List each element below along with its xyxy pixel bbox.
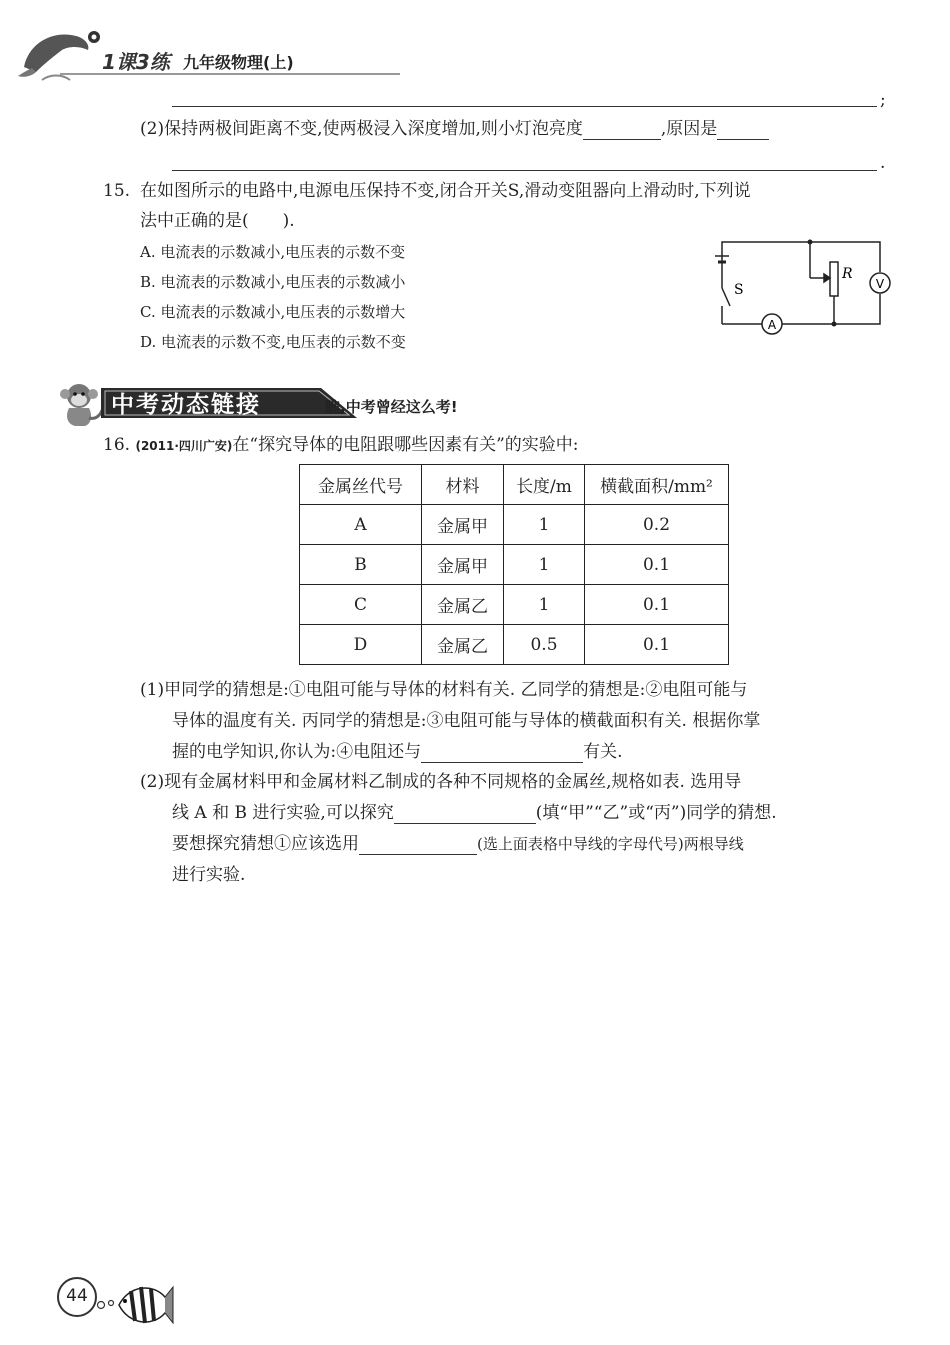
q16-wires-blank[interactable]: [359, 836, 477, 855]
circuit-top-wire: [722, 242, 880, 282]
junction-bottom: [832, 322, 837, 327]
q15-option-c: C. 电流表的示数减小,电压表的示数增大: [140, 303, 406, 321]
q14-part2: [140, 118, 769, 140]
q14-period: .: [880, 153, 886, 173]
q15-circuit-diagram: [712, 232, 896, 336]
q16-source: (2011·四川广安): [135, 439, 233, 453]
q14-brightness-blank[interactable]: [583, 121, 661, 140]
q16-p2-line1: (2)现有金属材料甲和金属材料乙制成的各种不同规格的金属丝,规格如表. 选用导: [140, 772, 742, 792]
q15-option-a: A. 电流表的示数减小,电压表的示数不变: [140, 243, 406, 261]
q14-reason-blank[interactable]: [717, 121, 769, 140]
table-header-cell: 材料: [422, 465, 504, 505]
junction-top: [808, 240, 813, 245]
table-row: [300, 545, 729, 585]
table-cell: 1: [504, 545, 585, 585]
table-cell: 金属乙: [422, 625, 504, 665]
slider-arrow: [824, 274, 830, 282]
q14-part2-text: (2)保持两极间距离不变,使两极浸入深度增加,则小灯泡亮度: [140, 119, 583, 139]
q15-line2: 法中正确的是( ).: [140, 211, 295, 231]
fish-decoration-icon: [95, 1277, 175, 1333]
table-cell: 0.1: [585, 625, 729, 665]
monkey-mascot-icon: [55, 380, 107, 428]
q16-p2-line4: 进行实验.: [172, 865, 246, 885]
q16-p1-line3a: 握的电学知识,你认为:④电阻还与: [172, 742, 422, 762]
table-row: [300, 505, 729, 545]
table-cell: 1: [504, 585, 585, 625]
header: [0, 0, 950, 90]
table-cell: B: [300, 545, 422, 585]
page-number: 44: [66, 1286, 88, 1306]
table-row: [300, 625, 729, 665]
q15-line1: 在如图所示的电路中,电源电压保持不变,闭合开关S,滑动变阻器向上滑动时,下列说: [140, 181, 751, 201]
table-cell: 金属乙: [422, 585, 504, 625]
table-cell: 金属甲: [422, 505, 504, 545]
q16-p1-line1: (1)甲同学的猜想是:①电阻可能与导体的材料有关. 乙同学的猜想是:②电阻可能与: [140, 680, 748, 700]
q16-header: [103, 434, 579, 457]
switch-blade: [722, 288, 730, 306]
q16-intro: 在“探究导体的电阻跟哪些因素有关”的实验中:: [232, 435, 579, 455]
table-header-row: [300, 465, 729, 505]
voltmeter-label: V: [875, 277, 885, 291]
q16-p2-line2b: (填“甲”“乙”或“丙”)同学的猜想.: [535, 803, 777, 823]
q16-p2-line2: [172, 802, 777, 824]
q14-part2-mid: ,原因是: [660, 119, 718, 139]
q16-p1-line3b: 有关.: [583, 742, 623, 762]
q16-p1-line3: [172, 741, 623, 763]
q16-p1-line2: 导体的温度有关. 丙同学的猜想是:③电阻可能与导体的横截面积有关. 根据你掌: [172, 711, 761, 731]
q16-p2-line3a: 要想探究猜想①应该选用: [172, 834, 359, 854]
ammeter-label: A: [767, 318, 777, 332]
table-cell: 金属甲: [422, 545, 504, 585]
table-cell: 0.1: [585, 585, 729, 625]
series-title: 1课3练: [102, 50, 170, 74]
section-subtitle: 瞧,中考曾经这么考!: [325, 398, 458, 416]
q16-factor-blank[interactable]: [421, 744, 583, 763]
q16-p2-line3b: (选上面表格中导线的字母代号)两根导线: [477, 835, 744, 853]
q16-number: 16.: [103, 435, 131, 455]
q14-answer-line-1: [172, 106, 877, 107]
q16-student-blank[interactable]: [394, 805, 536, 824]
q16-p2-line2a: 线 A 和 B 进行实验,可以探究: [172, 803, 394, 823]
book-title: 九年级物理(上): [183, 53, 294, 72]
table-header-cell: 横截面积/mm²: [585, 465, 729, 505]
table-cell: 0.1: [585, 545, 729, 585]
q16-wire-table: [299, 464, 729, 665]
rheostat-body: [830, 262, 838, 296]
q14-answer-line-2: [172, 170, 877, 171]
header-rule: [60, 73, 400, 75]
table-cell: D: [300, 625, 422, 665]
table-cell: C: [300, 585, 422, 625]
table-header-cell: 长度/m: [504, 465, 585, 505]
q15-option-b: B. 电流表的示数减小,电压表的示数减小: [140, 273, 406, 291]
switch-label: S: [734, 282, 744, 298]
q15-option-d: D. 电流表的示数不变,电压表的示数不变: [140, 333, 406, 351]
table-header-cell: 金属丝代号: [300, 465, 422, 505]
table-cell: 0.2: [585, 505, 729, 545]
table-cell: 0.5: [504, 625, 585, 665]
section-banner: [55, 380, 515, 428]
q16-p2-line3: [172, 833, 744, 855]
section-title: 中考动态链接: [111, 392, 261, 418]
resistor-label: R: [842, 266, 853, 282]
footer: [55, 1275, 185, 1335]
q15-number: 15.: [103, 181, 131, 201]
table-cell: A: [300, 505, 422, 545]
q14-semicolon: ;: [880, 90, 886, 110]
table-cell: 1: [504, 505, 585, 545]
table-row: [300, 585, 729, 625]
